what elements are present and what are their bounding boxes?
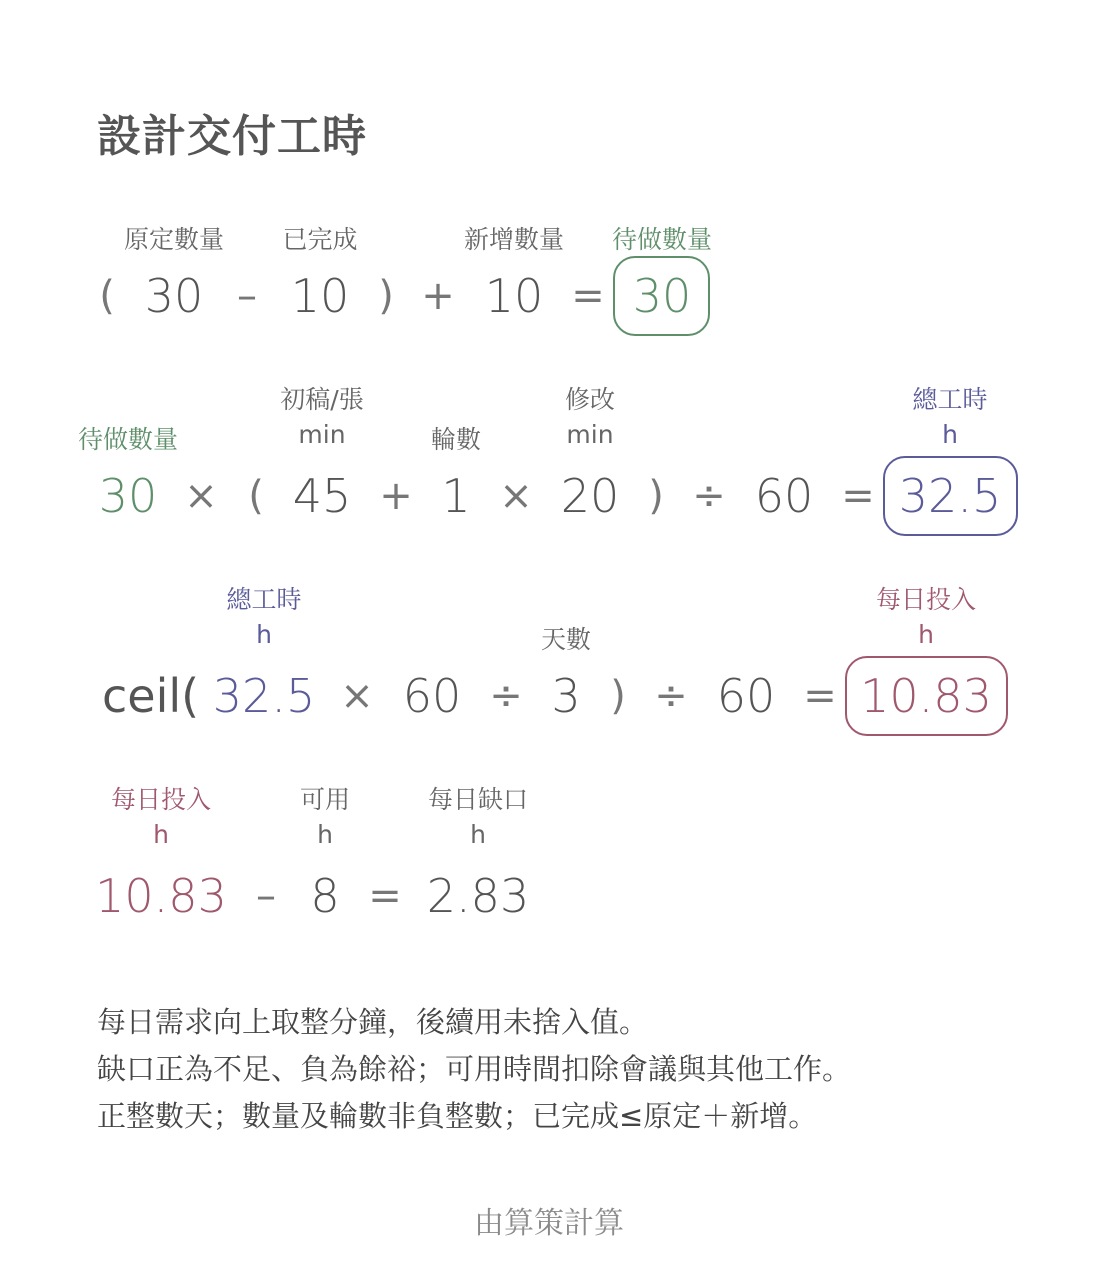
unit-revise: min [566, 420, 614, 449]
value-days: 3 [551, 669, 581, 723]
value-minutes: 60 [402, 669, 462, 723]
value-total-3: 32.5 [212, 669, 316, 723]
divide-operator: ÷ [692, 473, 726, 519]
label-todo: 待做數量 [611, 225, 713, 254]
result-daily: 10.83 [860, 669, 992, 723]
close-paren-2: ) [648, 473, 664, 519]
unit-total: h [942, 420, 958, 449]
unit-draft: min [298, 420, 346, 449]
note-line-3: 正整數天；數量及輪數非負整數；已完成≤原定＋新增。 [97, 1099, 818, 1133]
label-todo-2: 待做數量 [77, 425, 179, 454]
equals-operator: = [571, 273, 605, 319]
value-completed: 10 [290, 269, 350, 323]
label-draft: 初稿/張 [280, 385, 364, 414]
value-divisor: 60 [754, 469, 814, 523]
label-original: 原定數量 [123, 225, 225, 254]
plus-operator-2: + [379, 473, 413, 519]
label-revise: 修改 [564, 385, 616, 414]
plus-operator: + [421, 273, 455, 319]
times-operator-3: × [340, 673, 374, 719]
label-daily-4: 每日投入 [110, 785, 212, 814]
value-rounds: 1 [441, 469, 471, 523]
value-todo-2: 30 [98, 469, 158, 523]
page-title: 設計交付工時 [97, 111, 367, 162]
unit-daily-4: h [153, 820, 169, 849]
label-days: 天數 [540, 625, 592, 654]
value-added: 10 [484, 269, 544, 323]
minus-operator-4: – [256, 873, 276, 919]
divide-operator-3b: ÷ [654, 673, 688, 719]
value-available: 8 [310, 869, 340, 923]
open-paren-2: ( [248, 473, 264, 519]
unit-daily: h [918, 620, 934, 649]
value-draft: 45 [292, 469, 352, 523]
divide-operator-3: ÷ [489, 673, 523, 719]
ceil-function: ceil( [102, 669, 200, 723]
minus-operator: – [237, 273, 257, 319]
value-divisor-3: 60 [716, 669, 776, 723]
label-completed: 已完成 [282, 225, 358, 254]
note-line-2: 缺口正為不足、負為餘裕；可用時間扣除會議與其他工作。 [97, 1052, 852, 1086]
note-line-1: 每日需求向上取整分鐘，後續用未捨入值。 [97, 1005, 649, 1039]
equals-operator-4: = [368, 873, 402, 919]
value-gap: 2.83 [426, 869, 530, 923]
label-added: 新增數量 [463, 225, 565, 254]
label-daily: 每日投入 [875, 585, 977, 614]
footer-credit: 由算策計算 [474, 1206, 624, 1241]
times-operator: × [184, 473, 218, 519]
label-rounds: 輪數 [430, 425, 482, 454]
value-revise: 20 [560, 469, 620, 523]
times-operator-2: × [499, 473, 533, 519]
equals-operator-2: = [841, 473, 875, 519]
value-daily-4: 10.83 [95, 869, 227, 923]
label-available: 可用 [299, 785, 351, 814]
result-total: 32.5 [898, 469, 1002, 523]
close-paren: ) [378, 273, 394, 319]
label-total: 總工時 [912, 385, 988, 414]
label-gap: 每日缺口 [427, 785, 529, 814]
unit-gap: h [470, 820, 486, 849]
unit-available: h [317, 820, 333, 849]
open-paren: ( [99, 273, 115, 319]
result-todo: 30 [632, 269, 692, 323]
label-total-3: 總工時 [226, 585, 302, 614]
close-paren-3: ) [610, 673, 626, 719]
equals-operator-3: = [803, 673, 837, 719]
unit-total-3: h [256, 620, 272, 649]
value-original: 30 [144, 269, 204, 323]
